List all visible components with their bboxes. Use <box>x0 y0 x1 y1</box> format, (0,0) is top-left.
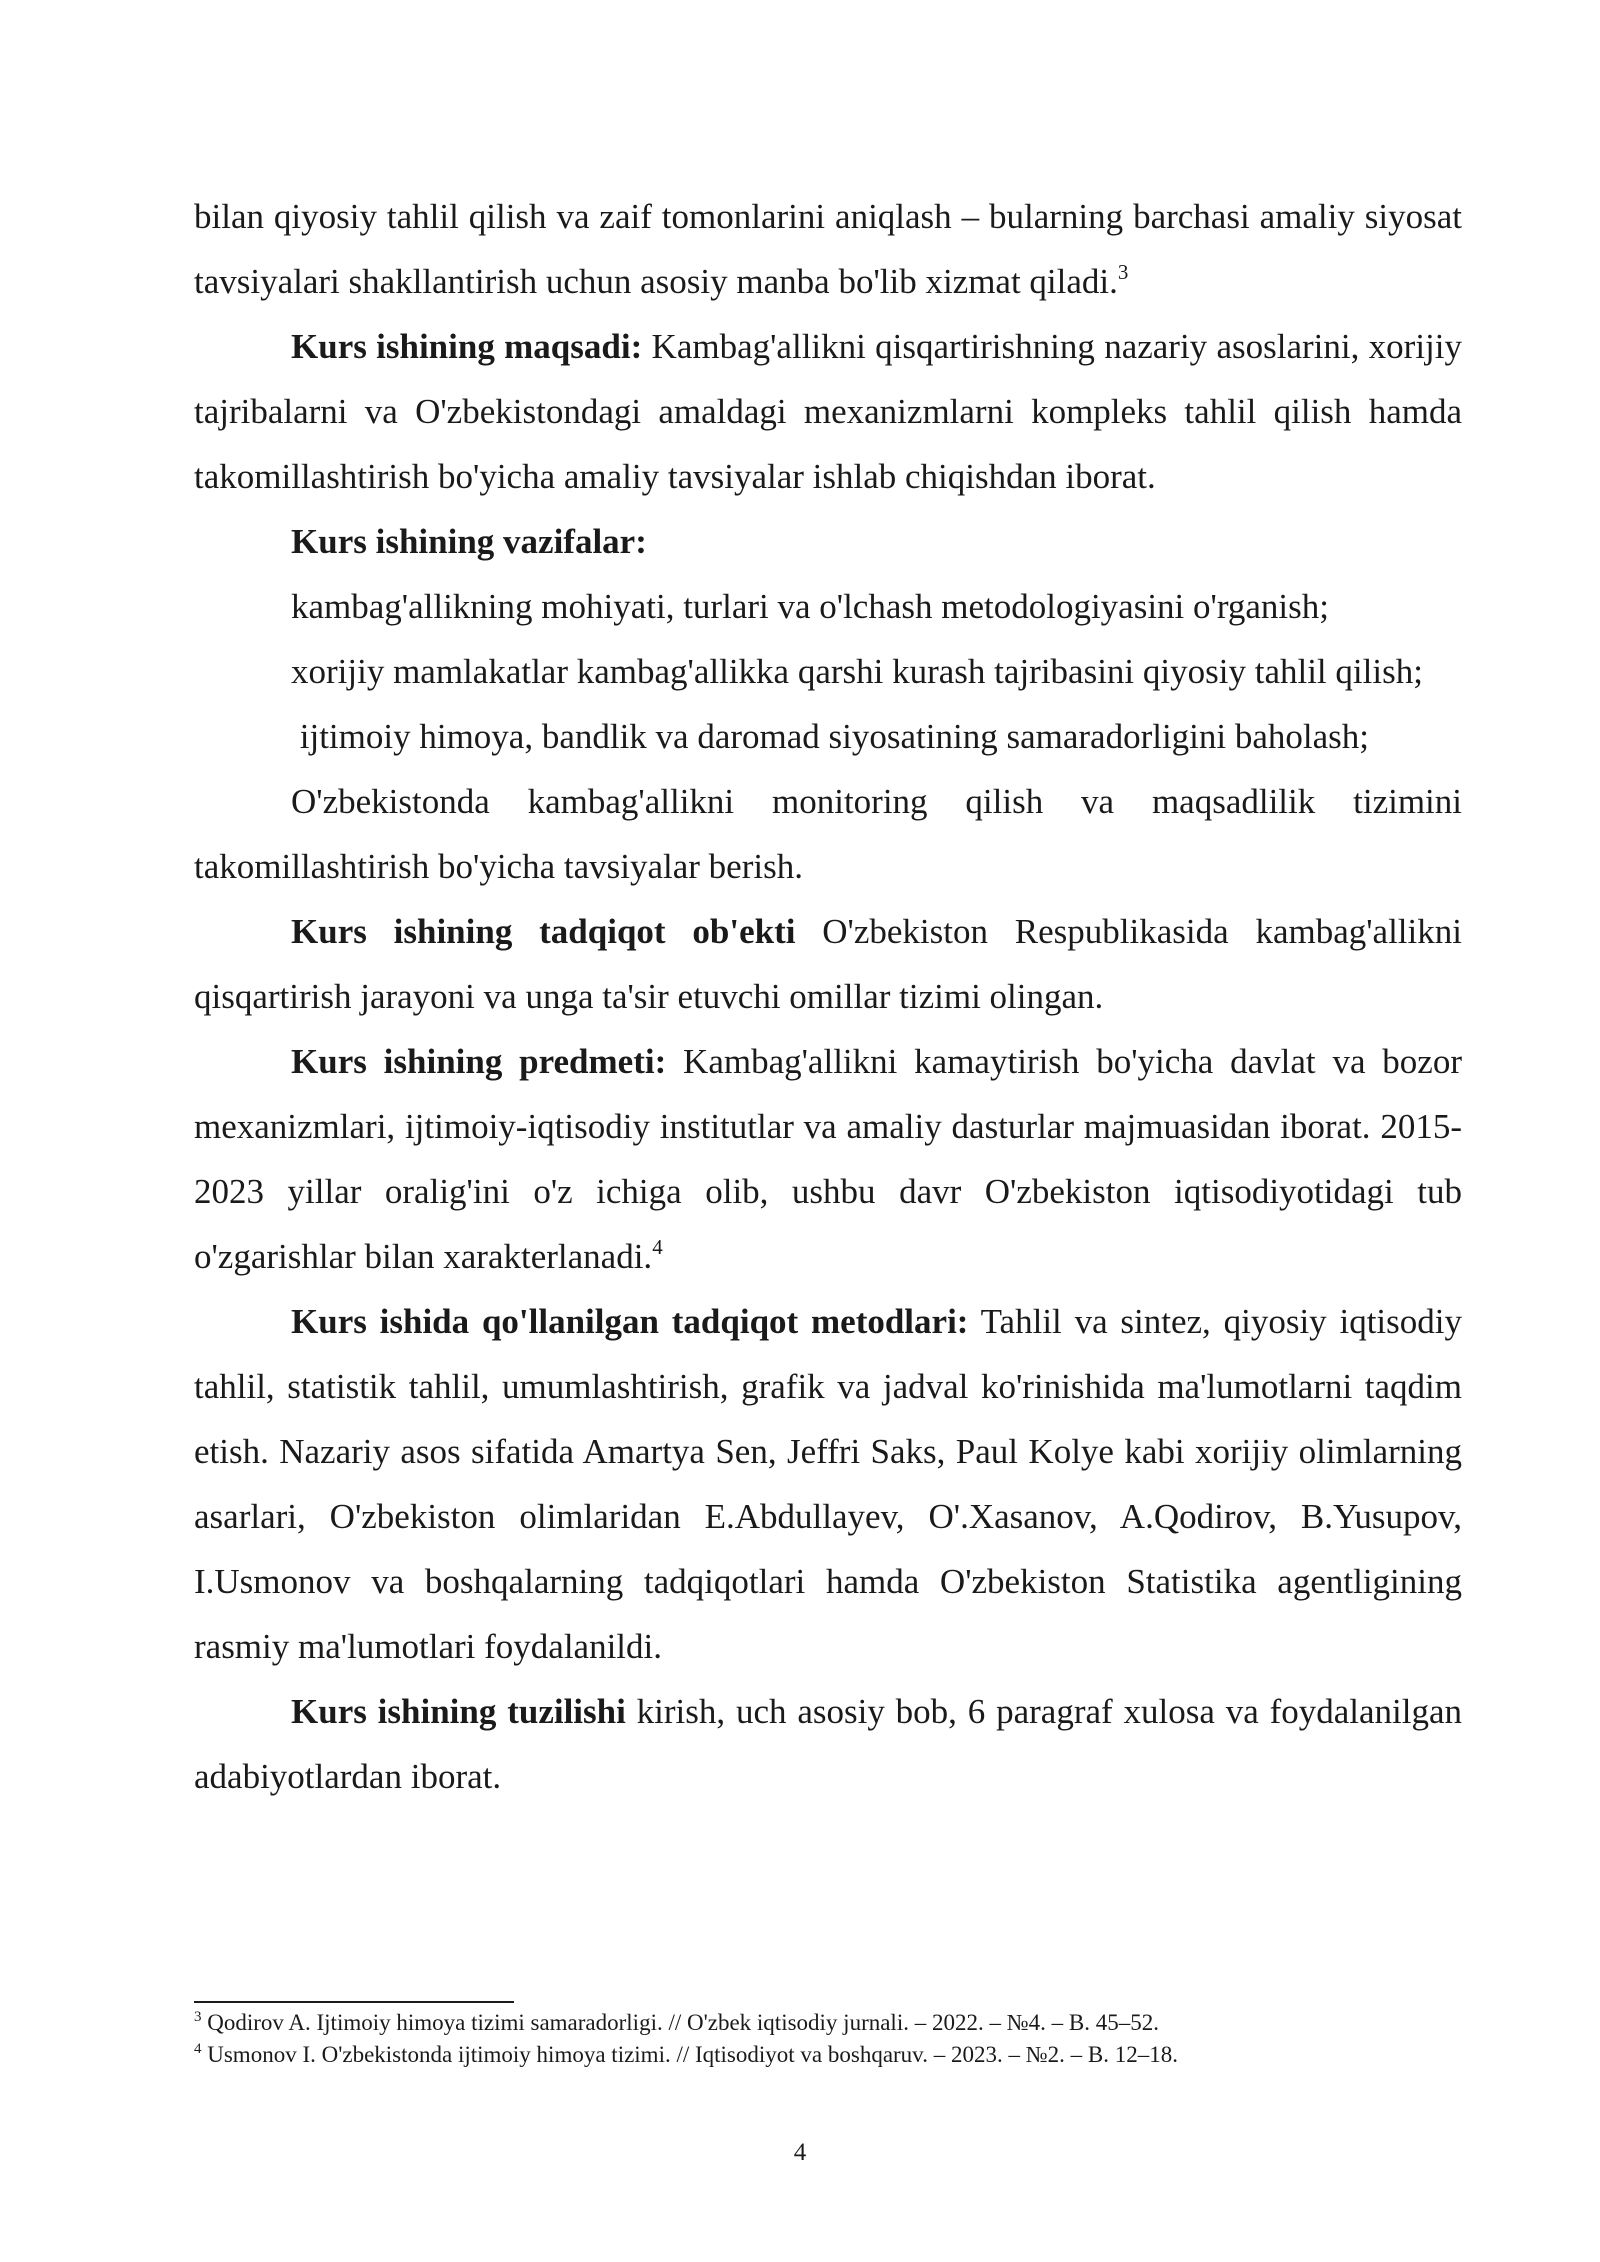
task-item <box>194 639 1462 704</box>
body-text <box>194 184 1462 1809</box>
task-item-text: ijtimoiy himoya, bandlik va daromad siyosatining samaradorligini baholash; <box>291 717 1370 756</box>
task-item <box>194 574 1462 639</box>
paragraph-text: bilan qiyosiy tahlil qilish va zaif tomonlarini aniqlash – bularning barchasi amaliy siyosat tavsiyalari shakllantirish uchun asosiy manba bo'lib xizmat qiladi. <box>194 197 1462 301</box>
subject-text: Kambag'allikni kamaytirish bo'yicha davlat va bozor mexanizmlari, ijtimoiy-iqtisodiy institutlar va amaliy dasturlar majmuasidan iborat. 2015-2023 yillar oralig'ini o'z ichiga olib, ushbu davr O'zbekiston iqtisodiyotidagi tub o'zgarishlar bilan xarakterlanadi. <box>194 1042 1462 1276</box>
tasks-heading: Kurs ishining vazifalar: <box>291 522 647 561</box>
object-heading: Kurs ishining tadqiqot ob'ekti <box>291 912 796 951</box>
task-item-text: O'zbekistonda kambag'allikni monitoring qilish va maqsadlilik tizimini takomillashtirish bo'yicha tavsiyalar berish. <box>194 782 1462 886</box>
task-item-text: kambag'allikning mohiyati, turlari va o'lchash metodologiyasini o'rganish; <box>291 587 1329 626</box>
footnotes <box>194 2007 1462 2071</box>
paragraph-structure <box>194 1679 1462 1809</box>
footnote-number: 4 <box>194 2041 202 2057</box>
footnote <box>194 2007 1462 2039</box>
footnote-ref: 4 <box>652 1235 663 1259</box>
structure-heading: Kurs ishining tuzilishi <box>291 1692 626 1731</box>
tasks-heading-paragraph <box>194 509 1462 574</box>
footnote <box>194 2039 1462 2071</box>
task-item <box>194 769 1462 899</box>
object-text: O'zbekiston Respublikasida kambag'allikni qisqartirish jarayoni va unga ta'sir etuvchi omillar tizimi olingan. <box>194 912 1462 1016</box>
structure-text: kirish, uch asosiy bob, 6 paragraf xulosa va foydalanilgan adabiyotlardan iborat. <box>194 1692 1462 1796</box>
paragraph-goal <box>194 314 1462 509</box>
paragraph-object <box>194 899 1462 1029</box>
paragraph-continuation <box>194 184 1462 314</box>
paragraph-subject <box>194 1029 1462 1289</box>
footnote-separator <box>194 2001 514 2003</box>
task-item-text: xorijiy mamlakatlar kambag'allikka qarshi kurash tajribasini qiyosiy tahlil qilish; <box>291 652 1423 691</box>
footnote-text: Qodirov A. Ijtimoiy himoya tizimi samaradorligi. // O'zbek iqtisodiy jurnali. – 2022. – №4. – B. 45–52. <box>201 2010 1159 2035</box>
subject-heading: Kurs ishining predmeti: <box>291 1042 667 1081</box>
footnote-text: Usmonov I. O'zbekistonda ijtimoiy himoya tizimi. // Iqtisodiyot va boshqaruv. – 2023. – №2. – B. 12–18. <box>201 2042 1178 2067</box>
goal-heading: Kurs ishining maqsadi: <box>291 327 643 366</box>
footnote-number: 3 <box>194 2009 202 2025</box>
page-number: 4 <box>793 2139 807 2166</box>
goal-text: Kambag'allikni qisqartirishning nazariy asoslarini, xorijiy tajribalarni va O'zbekistondagi amaldagi mexanizmlarni kompleks tahlil qilish hamda takomillashtirish bo'yicha amaliy tavsiyalar ishlab chiqishdan iborat. <box>194 327 1463 496</box>
paragraph-methods <box>194 1289 1462 1679</box>
footnote-ref: 3 <box>1117 260 1129 284</box>
methods-heading: Kurs ishida qo'llanilgan tadqiqot metodlari: <box>291 1302 969 1341</box>
methods-text: Tahlil va sintez, qiyosiy iqtisodiy tahlil, statistik tahlil, umumlashtirish, grafik va jadval ko'rinishida ma'lumotlarni taqdim etish. Nazariy asos sifatida Amartya Sen, Jeffri Saks, Paul Kolye kabi xorijiy olimlarning asarlari, O'zbekiston olimlaridan E.Abdullayev, O'.Xasanov, A.Qodirov, B.Yusupov, I.Usmonov va boshqalarning tadqiqotlari hamda O'zbekiston Statistika agentligining rasmiy ma'lumotlari foydalanildi. <box>194 1302 1462 1666</box>
task-item <box>194 704 1462 769</box>
